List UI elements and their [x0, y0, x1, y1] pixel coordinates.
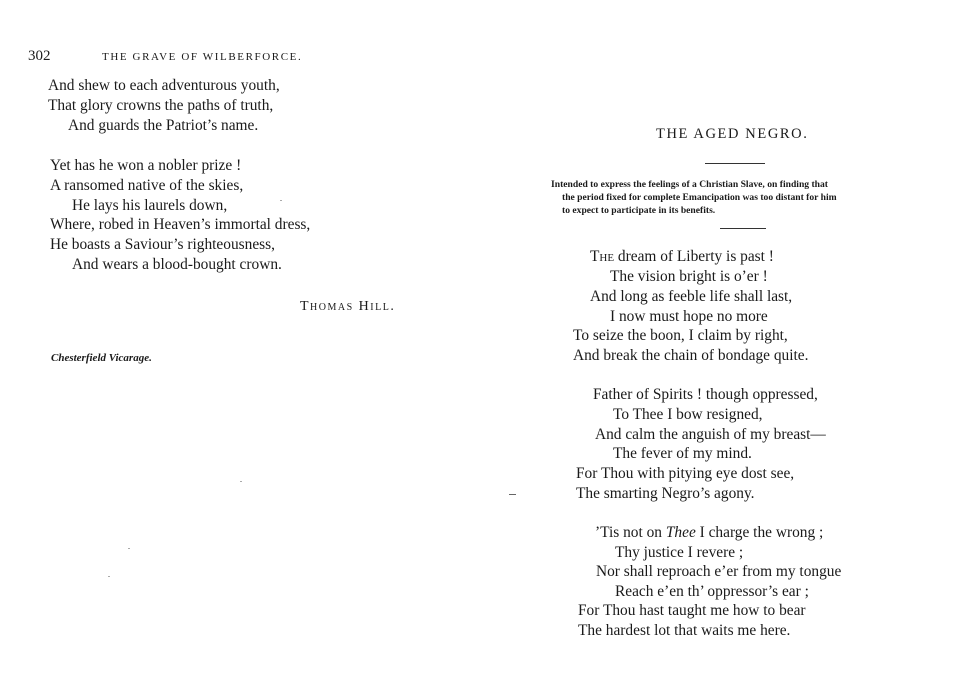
paper-mark	[509, 494, 516, 495]
verse-line: He lays his laurels down,	[72, 197, 228, 214]
verse-line: I now must hope no more	[610, 308, 768, 325]
verse-line: He boasts a Saviour’s righteousness,	[50, 236, 275, 253]
verse-line: Reach e’en th’ oppressor’s ear ;	[615, 583, 809, 600]
verse-text: ’Tis not on	[595, 524, 666, 541]
verse-line: Father of Spirits ! though oppressed,	[593, 386, 818, 403]
headnote-rule	[720, 228, 766, 229]
paper-speck	[128, 548, 130, 549]
verse-line: To Thee I bow resigned,	[613, 406, 763, 423]
paper-speck	[280, 200, 282, 201]
verse-line: Thy justice I revere ;	[615, 544, 744, 561]
headnote-line: to expect to participate in its benefits.	[562, 205, 716, 216]
verse-line: And guards the Patriot’s name.	[68, 117, 259, 134]
verse-line: The smarting Negro’s agony.	[576, 485, 755, 502]
headnote-line: the period fixed for complete Emancipation was too distant for him	[562, 192, 837, 203]
poem-title: THE AGED NEGRO.	[656, 126, 809, 142]
paper-speck	[108, 576, 110, 577]
opening-word: The	[590, 248, 615, 265]
verse-text: dream of Liberty is past !	[614, 248, 774, 265]
verse-line	[595, 523, 823, 543]
paper-speck	[240, 481, 242, 482]
verse-line: For Thou hast taught me how to bear	[578, 602, 806, 619]
verse-line: That glory crowns the paths of truth,	[48, 97, 274, 114]
verse-line: For Thou with pitying eye dost see,	[576, 465, 795, 482]
verse-line: And wears a blood-bought crown.	[72, 256, 282, 273]
verse-line: And calm the anguish of my breast—	[595, 426, 826, 443]
verse-line: And break the chain of bondage quite.	[573, 347, 809, 364]
verse-line: The hardest lot that waits me here.	[578, 622, 791, 639]
verse-text: I charge the wrong ;	[695, 524, 824, 541]
running-head: THE GRAVE OF WILBERFORCE.	[102, 51, 303, 63]
verse-line: Nor shall reproach e’er from my tongue	[596, 563, 842, 580]
place-line: Chesterfield Vicarage.	[51, 352, 152, 364]
author-signature: Thomas Hill.	[300, 299, 396, 314]
verse-line: And shew to each adventurous youth,	[48, 77, 280, 94]
page-number: 302	[28, 48, 51, 64]
verse-line: A ransomed native of the skies,	[50, 177, 244, 194]
verse-line: The vision bright is o’er !	[610, 268, 768, 285]
verse-line	[590, 247, 774, 267]
verse-line: Yet has he won a nobler prize !	[50, 157, 242, 174]
headnote-line: Intended to express the feelings of a Christian Slave, on finding that	[551, 179, 828, 190]
verse-line: Where, robed in Heaven’s immortal dress,	[50, 216, 311, 233]
emphasis: Thee	[665, 524, 696, 541]
title-rule	[705, 163, 765, 164]
verse-line: The fever of my mind.	[613, 445, 752, 462]
verse-line: And long as feeble life shall last,	[590, 288, 793, 305]
verse-line: To seize the boon, I claim by right,	[573, 327, 788, 344]
